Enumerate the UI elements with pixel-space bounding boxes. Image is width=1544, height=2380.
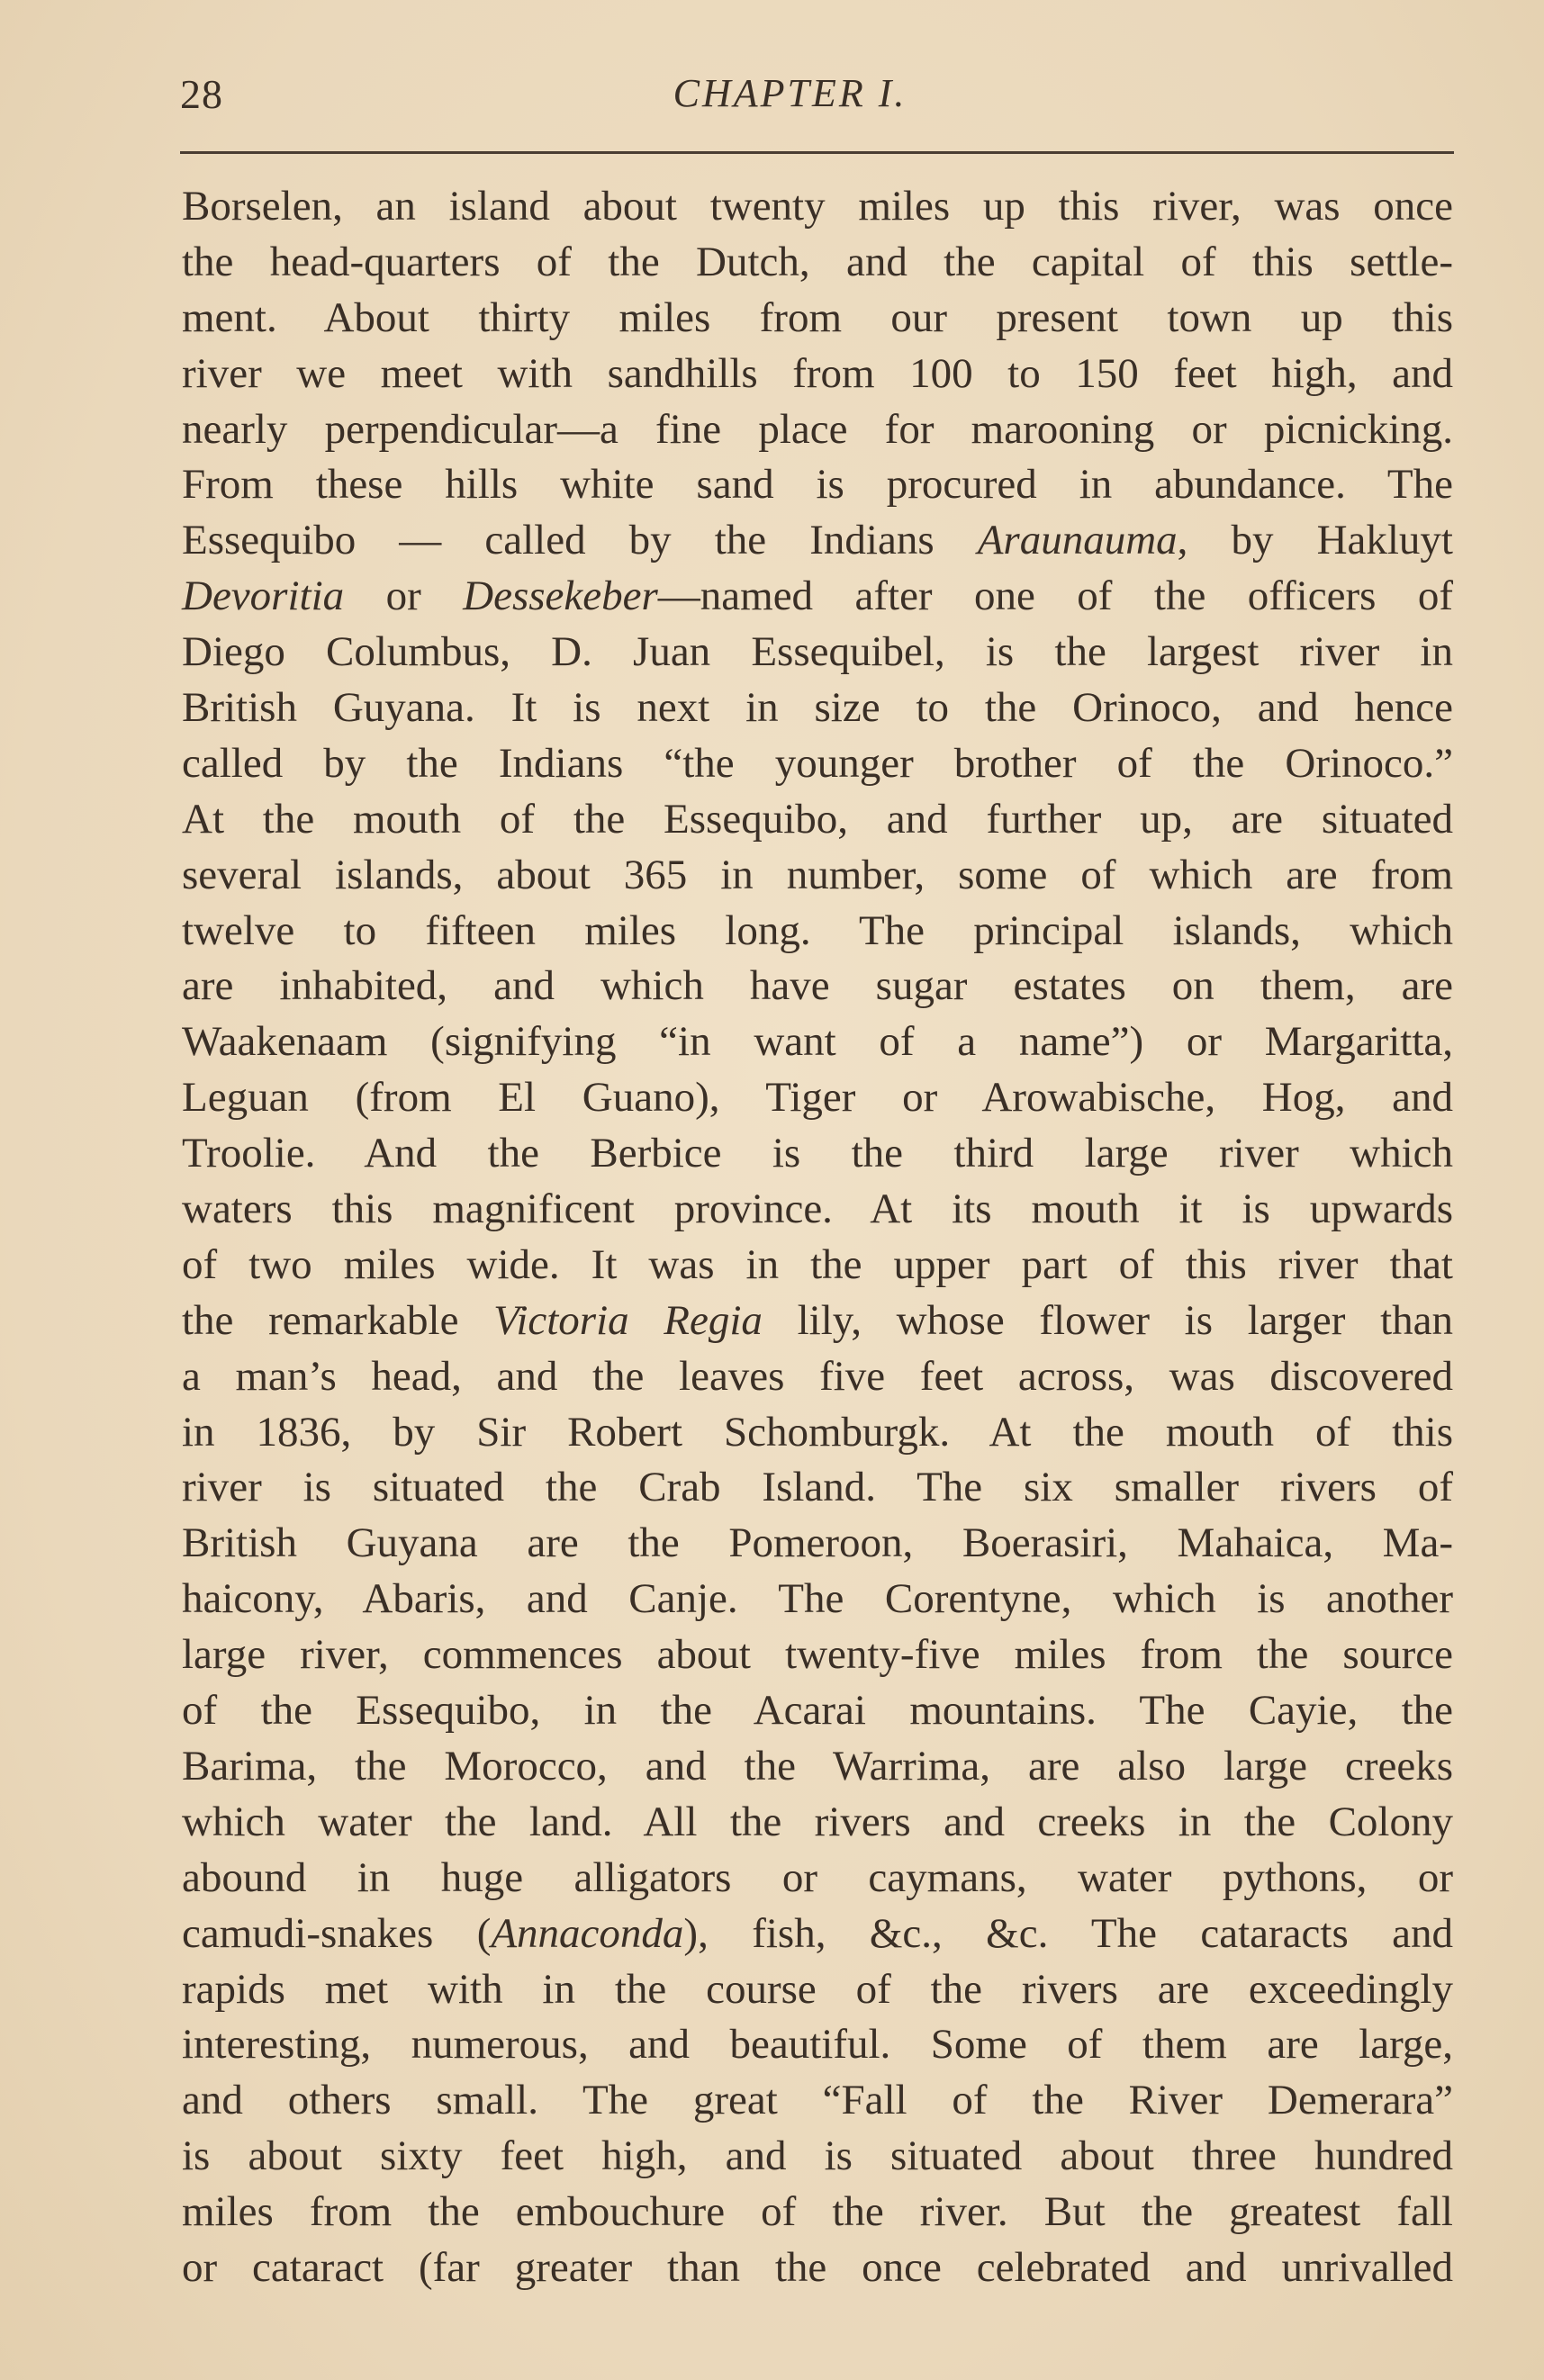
text-line: Leguan (from El Guano), Tiger or Arowabische, Hog, and	[182, 1074, 1453, 1122]
text-line: several islands, about 365 in number, some of which are from	[182, 851, 1453, 898]
text-line: interesting, numerous, and beautiful. Some of them are large,	[182, 2021, 1453, 2069]
text-line: of two miles wide. It was in the upper part of this river that	[182, 1240, 1453, 1288]
page-number: 28	[180, 71, 223, 117]
text-line: nearly perpendicular—a fine place for marooning or picnicking.	[182, 405, 1453, 453]
text-line: Diego Columbus, D. Juan Essequibel, is the largest river in	[182, 628, 1453, 676]
text-line: a man’s head, and the leaves five feet across, was discovered	[182, 1352, 1453, 1400]
text-line: rapids met with in the course of the rivers are exceedingly	[182, 1965, 1453, 2013]
text-line: called by the Indians “the younger brother of the Orinoco.”	[182, 739, 1453, 787]
text-line: Devoritia or Dessekeber—named after one of the officers of	[182, 572, 1453, 620]
text-line: in 1836, by Sir Robert Schomburgk. At the mouth of this	[182, 1408, 1453, 1456]
text-line: British Guyana are the Pomeroon, Boerasiri, Mahaica, Ma-	[182, 1519, 1453, 1567]
text-line: abound in huge alligators or caymans, water pythons, or	[182, 1853, 1453, 1901]
text-line: miles from the embouchure of the river. But the greatest fall	[182, 2188, 1453, 2236]
text-line: large river, commences about twenty-five miles from the source	[182, 1631, 1453, 1679]
text-line: of the Essequibo, in the Acarai mountains. The Cayie, the	[182, 1687, 1453, 1735]
text-line: waters this magnificent province. At its mouth it is upwards	[182, 1185, 1453, 1233]
text-line: Troolie. And the Berbice is the third large river which	[182, 1130, 1453, 1177]
text-line: Essequibo — called by the Indians Araunauma, by Hakluyt	[182, 517, 1453, 564]
text-line: At the mouth of the Essequibo, and further up, are situated	[182, 795, 1453, 843]
text-line: river is situated the Crab Island. The six smaller rivers of	[182, 1464, 1453, 1511]
text-line: is about sixty feet high, and is situated about three hundred	[182, 2132, 1453, 2180]
text-line: the head-quarters of the Dutch, and the capital of this settle-	[182, 238, 1453, 285]
text-line: twelve to fifteen miles long. The principal islands, which	[182, 906, 1453, 954]
text-line: are inhabited, and which have sugar estates on them, are	[182, 962, 1453, 1010]
header-rule	[180, 151, 1454, 154]
text-line: river we meet with sandhills from 100 to 150 feet high, and	[182, 349, 1453, 397]
text-line: the remarkable Victoria Regia lily, whose flower is larger than	[182, 1296, 1453, 1344]
text-line: Barima, the Morocco, and the Warrima, are also large creeks	[182, 1742, 1453, 1790]
text-line: camudi-snakes (Annaconda), fish, &c., &c. The cataracts and	[182, 1909, 1453, 1957]
body-text	[182, 179, 1453, 2296]
text-line: British Guyana. It is next in size to the Orinoco, and hence	[182, 684, 1453, 732]
page-header	[180, 70, 1454, 133]
running-head: CHAPTER I.	[673, 71, 907, 115]
text-line: haicony, Abaris, and Canje. The Corentyne, which is another	[182, 1575, 1453, 1623]
text-line: or cataract (far greater than the once celebrated and unrivalled	[182, 2243, 1453, 2291]
text-line: Borselen, an island about twenty miles up this river, was once	[182, 183, 1453, 230]
text-line: which water the land. All the rivers and creeks in the Colony	[182, 1798, 1453, 1845]
text-line: Waakenaam (signifying “in want of a name”) or Margaritta,	[182, 1018, 1453, 1066]
text-line: and others small. The great “Fall of the River Demerara”	[182, 2077, 1453, 2124]
text-line: ment. About thirty miles from our present town up this	[182, 293, 1453, 341]
text-line: From these hills white sand is procured in abundance. The	[182, 461, 1453, 509]
